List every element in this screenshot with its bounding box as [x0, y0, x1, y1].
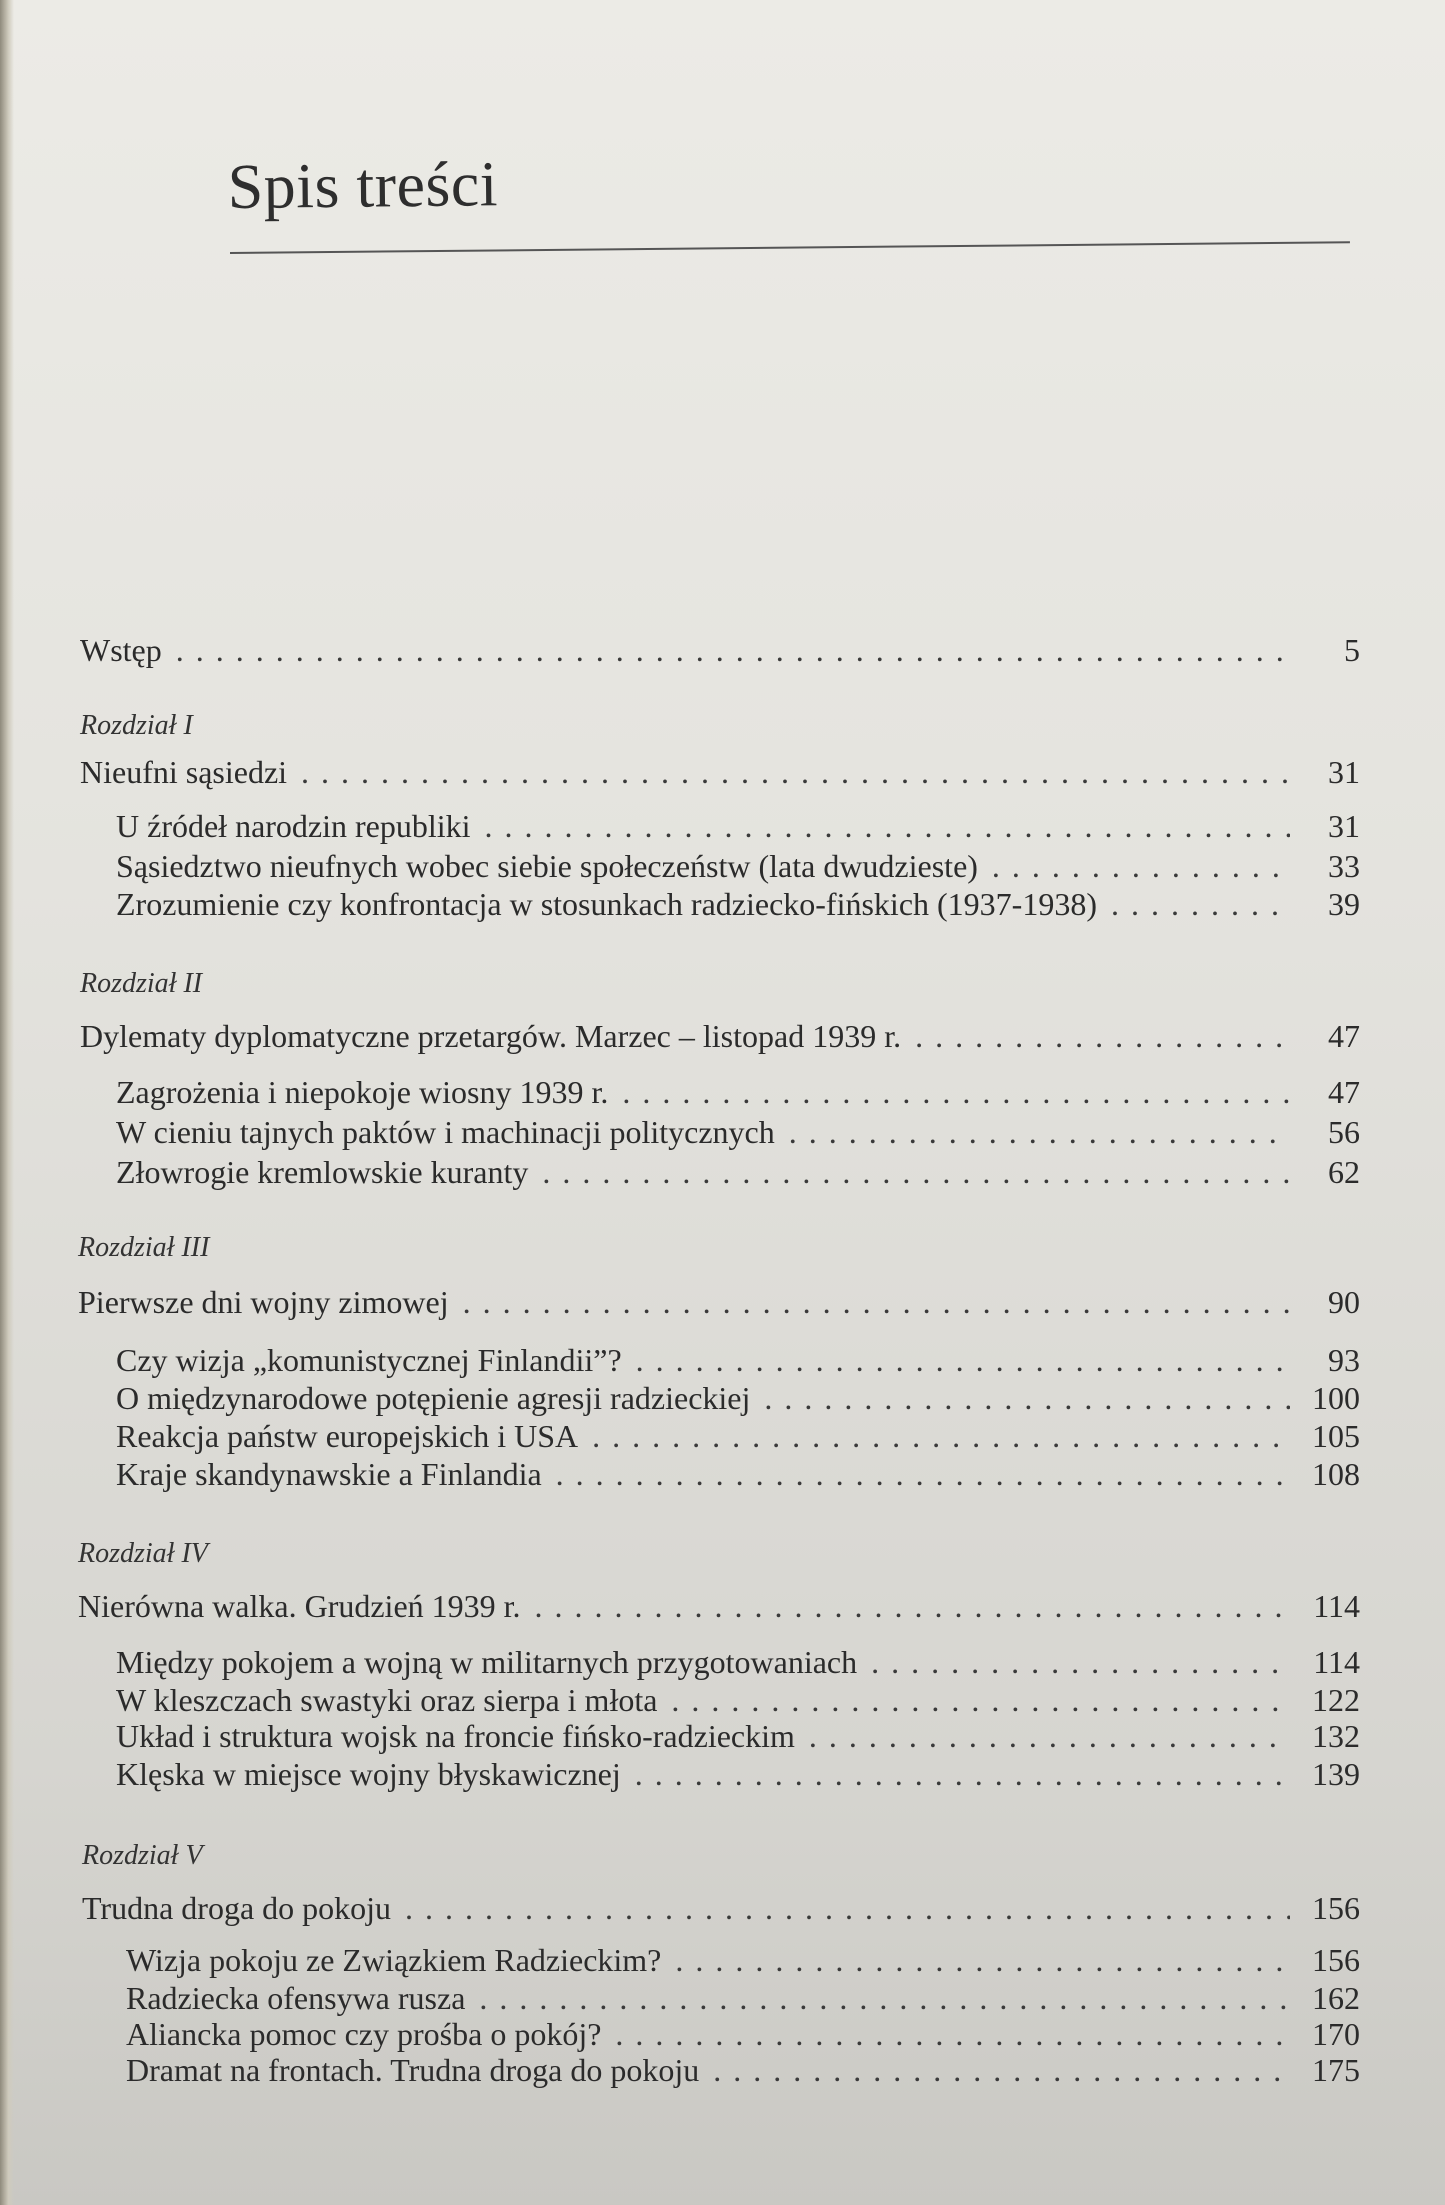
chapter-label: Rozdział IV	[78, 1538, 208, 1569]
toc-entry-chapter	[78, 1282, 1360, 1322]
toc-entry-label: Dylematy dyplomatyczne przetargów. Marzec – listopad 1939 r.	[80, 1018, 902, 1054]
toc-entry-label: W cieniu tajnych paktów i machinacji politycznych	[116, 1114, 775, 1150]
leader-dots	[621, 1754, 1290, 1794]
toc-entry-section	[126, 1978, 1360, 2018]
leader-dots	[775, 1112, 1290, 1152]
toc-entry-section	[116, 884, 1360, 924]
leader-dots	[978, 846, 1290, 886]
toc-entry-intro	[80, 630, 1360, 670]
toc-entry-section	[126, 2014, 1360, 2054]
toc-entry-label: O międzynarodowe potępienie agresji radzieckiej	[116, 1380, 751, 1416]
toc-entry-section	[116, 1716, 1360, 1756]
leader-dots	[795, 1716, 1290, 1756]
toc-entry-section	[116, 1378, 1360, 1418]
toc-page-number: 105	[1312, 1418, 1360, 1454]
toc-entry-label: Trudna droga do pokoju	[82, 1890, 392, 1926]
leader-dots	[391, 1888, 1290, 1928]
toc-page-number: 156	[1312, 1942, 1360, 1978]
toc-page-number: 170	[1312, 2016, 1360, 2052]
toc-entry-section	[116, 1754, 1360, 1794]
toc-entry-section	[126, 2050, 1360, 2090]
leader-dots	[901, 1016, 1290, 1056]
leader-dots	[471, 806, 1290, 846]
toc-entry-label: Reakcja państw europejskich i USA	[116, 1418, 579, 1454]
toc-entry-label: W kleszczach swastyki oraz sierpa i młota	[116, 1682, 658, 1718]
toc-entry-section	[116, 1340, 1360, 1380]
leader-dots	[657, 1680, 1290, 1720]
page-title: Spis treści	[227, 148, 499, 223]
toc-page-number: 5	[1344, 632, 1360, 668]
toc-page-number: 31	[1328, 754, 1360, 790]
toc-page-number: 108	[1312, 1456, 1360, 1492]
toc-entry-label: Kraje skandynawskie a Finlandia	[116, 1456, 542, 1492]
toc-page-number: 156	[1312, 1890, 1360, 1926]
toc-entry-label: Zagrożenia i niepokoje wiosny 1939 r.	[116, 1074, 609, 1110]
leader-dots	[608, 1072, 1290, 1112]
toc-page-number: 93	[1328, 1342, 1360, 1378]
toc-entry-label: Między pokojem a wojną w militarnych przygotowaniach	[116, 1644, 858, 1680]
leader-dots	[528, 1152, 1290, 1192]
leader-dots	[578, 1416, 1290, 1456]
toc-entry-section	[116, 806, 1360, 846]
chapter-label: Rozdział II	[80, 968, 203, 999]
toc-entry-label: Klęska w miejsce wojny błyskawicznej	[116, 1756, 621, 1792]
chapter-label: Rozdział V	[82, 1840, 203, 1871]
chapter-label: Rozdział I	[80, 710, 193, 741]
toc-entry-label: Wizja pokoju ze Związkiem Radzieckim?	[126, 1942, 662, 1978]
toc-page-number: 100	[1312, 1380, 1360, 1416]
toc-entry-label: Sąsiedztwo nieufnych wobec siebie społeczeństw (lata dwudzieste)	[116, 848, 978, 884]
leader-dots	[601, 2014, 1290, 2054]
toc-page-number: 114	[1313, 1588, 1360, 1624]
leader-dots	[162, 630, 1290, 670]
leader-dots	[699, 2050, 1290, 2090]
toc-page-number: 39	[1328, 886, 1360, 922]
toc-entry-label: Wstęp	[80, 632, 162, 668]
toc-page-number: 62	[1328, 1154, 1360, 1190]
toc-entry-section	[116, 1454, 1360, 1494]
toc-page-number: 132	[1312, 1718, 1360, 1754]
toc-page-number: 122	[1312, 1682, 1360, 1718]
leader-dots	[750, 1378, 1290, 1418]
leader-dots	[449, 1282, 1290, 1322]
toc-page-number: 139	[1312, 1756, 1360, 1792]
toc-entry-section	[116, 1112, 1360, 1152]
chapter-label: Rozdział III	[78, 1232, 210, 1263]
toc-page-number: 33	[1328, 848, 1360, 884]
leader-dots	[661, 1940, 1290, 1980]
toc-entry-label: Złowrogie kremlowskie kuranty	[116, 1154, 529, 1190]
leader-dots	[521, 1586, 1290, 1626]
toc-entry-chapter	[80, 1016, 1360, 1056]
toc-entry-label: Pierwsze dni wojny zimowej	[78, 1284, 449, 1320]
toc-page-number: 56	[1328, 1114, 1360, 1150]
toc-entry-section	[126, 1940, 1360, 1980]
leader-dots	[542, 1454, 1290, 1494]
toc-entry-section	[116, 846, 1360, 886]
toc-page-number: 162	[1312, 1980, 1360, 2016]
toc-entry-section	[116, 1680, 1360, 1720]
toc-entry-section	[116, 1072, 1360, 1112]
toc-entry-label: Układ i struktura wojsk na froncie fińsko-radzieckim	[116, 1718, 795, 1754]
toc-entry-label: Dramat na frontach. Trudna droga do pokoju	[126, 2052, 700, 2088]
toc-entry-label: Czy wizja „komunistycznej Finlandii”?	[116, 1342, 622, 1378]
toc-entry-label: Radziecka ofensywa rusza	[126, 1980, 466, 2016]
toc-entry-section	[116, 1416, 1360, 1456]
leader-dots	[465, 1978, 1290, 2018]
toc-page-number: 47	[1328, 1074, 1360, 1110]
toc-page-number: 47	[1328, 1018, 1360, 1054]
leader-dots	[287, 752, 1290, 792]
leader-dots	[1097, 884, 1290, 924]
leader-dots	[622, 1340, 1290, 1380]
toc-entry-label: Aliancka pomoc czy prośba o pokój?	[126, 2016, 602, 2052]
toc-page-number: 31	[1328, 808, 1360, 844]
toc-entry-section	[116, 1152, 1360, 1192]
toc-page-number: 114	[1313, 1644, 1360, 1680]
toc-page-number: 90	[1328, 1284, 1360, 1320]
toc-entry-label: Nierówna walka. Grudzień 1939 r.	[78, 1588, 521, 1624]
toc-page-number: 175	[1312, 2052, 1360, 2088]
toc-entry-chapter	[78, 1586, 1360, 1626]
toc-entry-chapter	[80, 752, 1360, 792]
toc-entry-label: Zrozumienie czy konfrontacja w stosunkach radziecko-fińskich (1937-1938)	[116, 886, 1097, 922]
toc-entry-chapter	[82, 1888, 1360, 1928]
toc-entry-section	[116, 1642, 1360, 1682]
leader-dots	[857, 1642, 1290, 1682]
toc-entry-label: U źródeł narodzin republiki	[116, 808, 471, 844]
toc-entry-label: Nieufni sąsiedzi	[80, 754, 288, 790]
